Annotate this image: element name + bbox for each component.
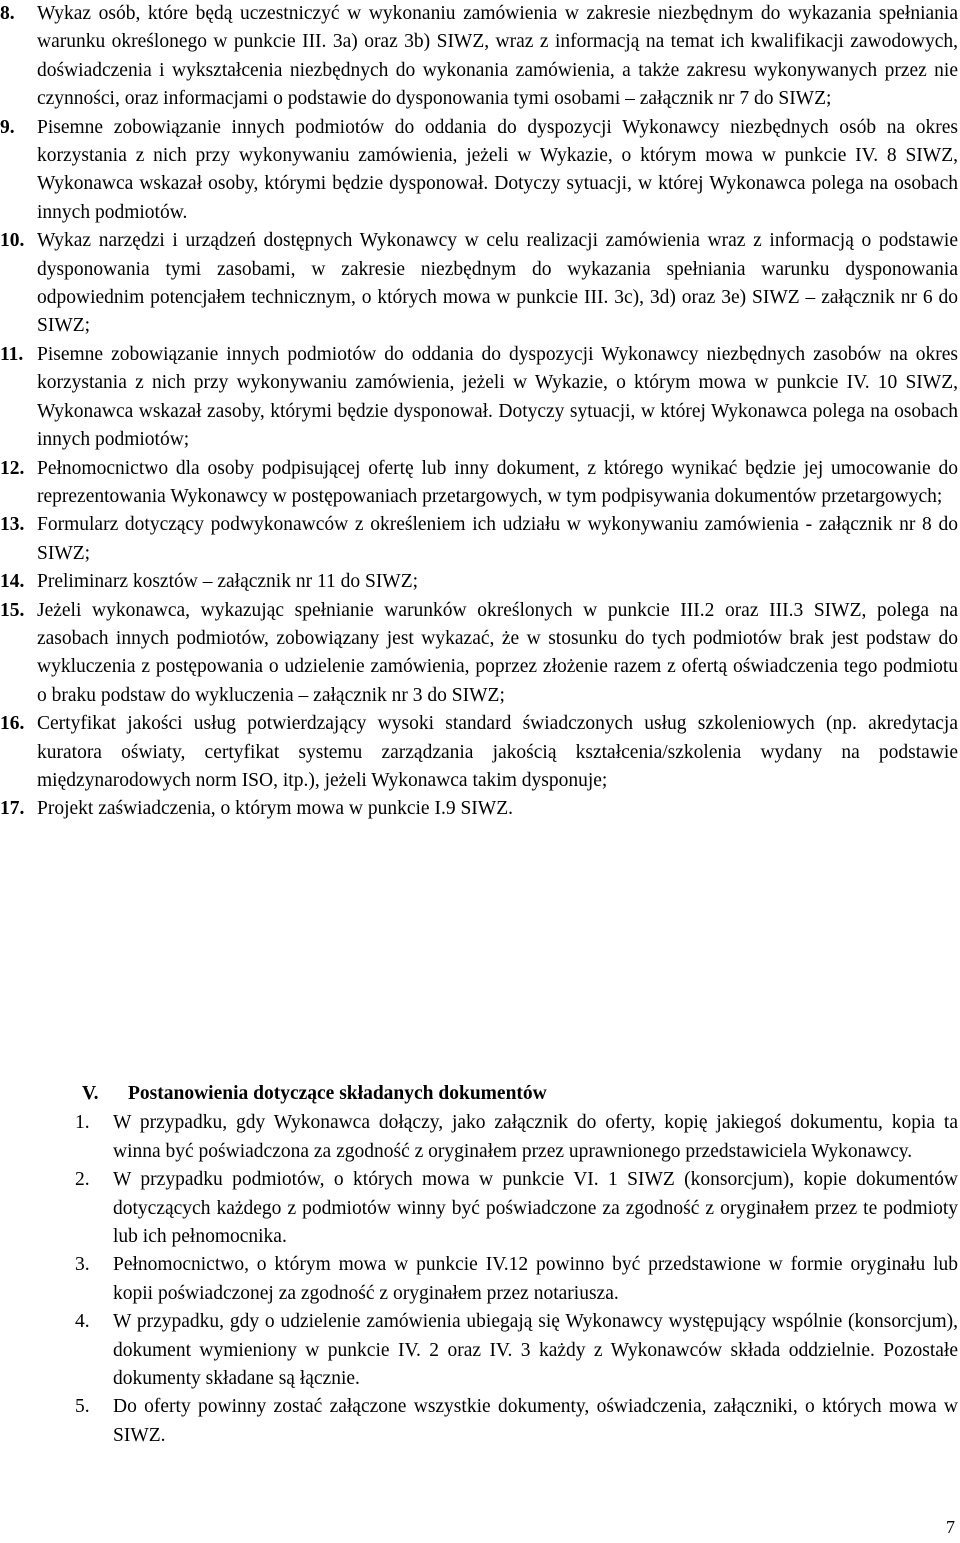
item-text: W przypadku, gdy Wykonawca dołączy, jako załącznik do oferty, kopię jakiegoś dokumentu, kopia ta winna być poświadczona za zgodność z oryginałem przez uprawnionego przedstawiciela Wykonawcy. [113,1112,958,1162]
item-number: 10. [0,230,25,252]
list-item [0,568,958,596]
item-text: Pełnomocnictwo, o którym mowa w punkcie IV.12 powinno być przedstawione w formie oryginału lub kopii poświadczonej za zgodność z oryginałem przez notariusza. [113,1254,958,1304]
item-number: 8. [0,3,15,24]
item-text: Formularz dotyczący podwykonawców z określeniem ich udziału w wykonywaniu zamówienia - załącznik nr 8 do SIWZ; [37,514,958,564]
item-number: 4. [75,1311,90,1333]
section-title: Postanowienia dotyczące składanych dokumentów [128,1083,547,1104]
page-number: 7 [946,1517,955,1537]
item-number: 1. [75,1112,90,1134]
item-text: Pisemne zobowiązanie innych podmiotów do oddania do dyspozycji Wykonawcy niezbędnych osób na okres korzystania z nich przy wykonywaniu zamówienia, jeżeli w Wykazie, o którym mowa w punkcie IV. 8 SIWZ, Wykonawca wskazał osoby, którymi będzie dysponował. Dotyczy sytuacji, w której Wykonawca polega na osobach innych podmiotów. [37,116,958,223]
item-text: Preliminarz kosztów – załącznik nr 11 do SIWZ; [37,571,419,593]
section-heading [82,1080,958,1108]
item-text: Jeżeli wykonawca, wykazując spełnianie warunków określonych w punkcie III.2 oraz III.3 SIWZ, polega na zasobach innych podmiotów, zobowiązany jest wykazać, że w stosunku do tych podmiotów brak jest podstaw do wykluczenia z postępowania o udzielenie zamówienia, poprzez złożenie razem z ofertą oświadczenia tego podmiotu o braku podstaw do wykluczenia – załącznik nr 3 do SIWZ; [37,599,958,706]
list-item [75,1393,958,1450]
item-text: W przypadku, gdy o udzielenie zamówienia ubiegają się Wykonawcy występujący wspólnie (konsorcjum), dokument wymieniony w punkcie IV. 2 oraz IV. 3 każdy z Wykonawców składa oddzielnie. Pozostałe dokumenty składane są łącznie. [113,1311,958,1390]
item-number: 14. [0,571,25,593]
list-item [0,511,958,568]
item-text: Do oferty powinny zostać załączone wszystkie dokumenty, oświadczenia, załączniki, o których mowa w SIWZ. [113,1396,958,1446]
list-item [0,227,958,341]
list-item [0,597,958,711]
item-number: 3. [75,1254,90,1276]
item-number: 9. [0,116,15,138]
list-item [0,114,958,228]
item-number: 11. [0,343,24,365]
list-item [0,341,958,455]
item-text: Pisemne zobowiązanie innych podmiotów do oddania do dyspozycji Wykonawcy niezbędnych zasobów na okres korzystania z nich przy wykonywaniu zamówienia, jeżeli w Wykazie, o którym mowa w punkcie IV. 10 SIWZ, Wykonawca wskazał zasoby, którymi będzie dysponował. Dotyczy sytuacji, w której Wykonawca polega na osobach innych podmiotów; [37,343,958,451]
item-number: 16. [0,713,25,735]
item-number: 5. [75,1396,90,1418]
list-item [0,0,958,114]
item-text: W przypadku podmiotów, o których mowa w punkcie VI. 1 SIWZ (konsorcjum), kopie dokumentów dotyczących każdego z podmiotów winny być poświadczone za zgodność z oryginałem przez te podmioty lub ich pełnomocnika. [113,1169,958,1248]
list-item [0,710,958,795]
section-v [0,1080,958,1450]
item-number: 17. [0,798,25,820]
item-text: Certyfikat jakości usług potwierdzający wysoki standard świadczonych usług szkoleniowych (np. akredytacja kuratora oświaty, certyfikat systemu zarządzania jakością kształcenia/szkolenia wydany na podstawie międzynarodowych norm ISO, itp.), jeżeli Wykonawca takim dysponuje; [37,713,958,791]
section-number: V. [82,1083,99,1104]
list-item [0,795,958,823]
list-item [0,455,958,512]
list-item [75,1308,958,1393]
item-number: 15. [0,599,25,621]
item-text: Wykaz osób, które będą uczestniczyć w wykonaniu zamówienia w zakresie niezbędnym do wykazania spełniania warunku określonego w punkcie III. 3a) oraz 3b) SIWZ, wraz z informacją na temat ich kwalifikacji zawodowych, doświadczenia i wykształcenia niezbędnych do wykonania zamówienia, a także zakresu wykonywanych przez nie czynności, oraz informacjami o podstawie do dysponowania tymi osobami – załącznik nr 7 do SIWZ; [37,3,958,110]
list-item [75,1109,958,1166]
list-item [75,1251,958,1308]
item-text: Pełnomocnictwo dla osoby podpisującej ofertę lub inny dokument, z którego wynikać będzie jej umocowanie do reprezentowania Wykonawcy w postępowaniach przetargowych, w tym podpisywania dokumentów przetargowych; [37,457,958,507]
item-number: 12. [0,457,25,479]
item-number: 2. [75,1169,90,1191]
item-number: 13. [0,514,25,536]
list-item [75,1166,958,1251]
item-text: Wykaz narzędzi i urządzeń dostępnych Wykonawcy w celu realizacji zamówienia wraz z informacją o podstawie dysponowania tymi zasobami, w zakresie niezbędnym do wykazania spełniania warunku dysponowania odpowiednim potencjałem technicznym, o których mowa w punkcie III. 3c), 3d) oraz 3e) SIWZ – załącznik nr 6 do SIWZ; [37,230,958,337]
item-text: Projekt zaświadczenia, o którym mowa w punkcie I.9 SIWZ. [37,798,513,820]
